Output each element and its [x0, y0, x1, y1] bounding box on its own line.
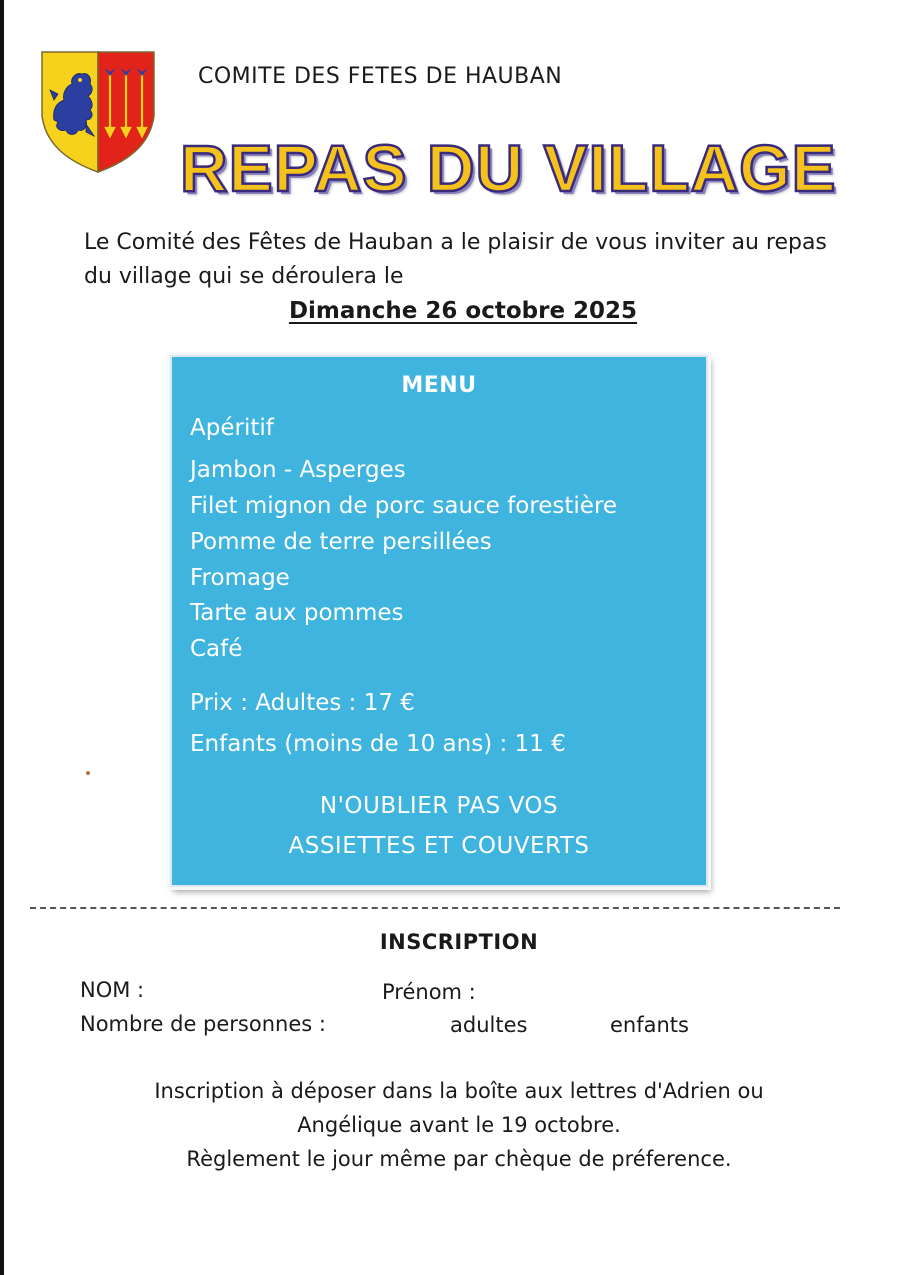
menu-item: Apéritif: [190, 415, 274, 441]
instruction-line: Règlement le jour même par chèque de préference.: [186, 1147, 732, 1171]
price-children: Enfants (moins de 10 ans) : 11 €: [190, 731, 566, 757]
people-count-label: Nombre de personnes :: [80, 1012, 326, 1036]
price-adults: Prix : Adultes : 17 €: [190, 690, 415, 716]
menu-item: Pomme de terre persillées: [190, 529, 492, 555]
name-label: NOM :: [80, 978, 145, 1002]
notice-line: ASSIETTES ET COUVERTS: [288, 833, 590, 859]
children-label: enfants: [610, 1013, 689, 1037]
scan-speck: [86, 771, 90, 775]
coat-of-arms-icon: [40, 50, 156, 174]
notice-line: N'OUBLIER PAS VOS: [319, 793, 559, 819]
registration-title: INSCRIPTION: [379, 930, 539, 954]
cut-line: [30, 907, 840, 909]
adults-label: adultes: [450, 1013, 528, 1037]
menu-item: Café: [190, 636, 243, 662]
menu-item: Filet mignon de porc sauce forestière: [190, 493, 618, 519]
firstname-label: Prénom :: [382, 980, 476, 1004]
menu-title: MENU: [401, 373, 477, 398]
menu-item: Fromage: [190, 565, 290, 591]
menu-item: Tarte aux pommes: [190, 600, 404, 626]
instruction-line: Inscription à déposer dans la boîte aux lettres d'Adrien ou: [154, 1079, 764, 1103]
event-date: Dimanche 26 octobre 2025: [288, 298, 638, 324]
instruction-line: Angélique avant le 19 octobre.: [297, 1113, 621, 1137]
intro-line: du village qui se déroulera le: [84, 264, 404, 289]
menu-box: [170, 355, 708, 887]
menu-item: Jambon - Asperges: [190, 457, 406, 483]
committee-name: COMITE DES FETES DE HAUBAN: [198, 64, 563, 89]
intro-line: Le Comité des Fêtes de Hauban a le plaisir de vous inviter au repas: [84, 230, 827, 255]
intro-text: [84, 226, 844, 294]
event-title: REPAS DU VILLAGE: [180, 131, 837, 205]
